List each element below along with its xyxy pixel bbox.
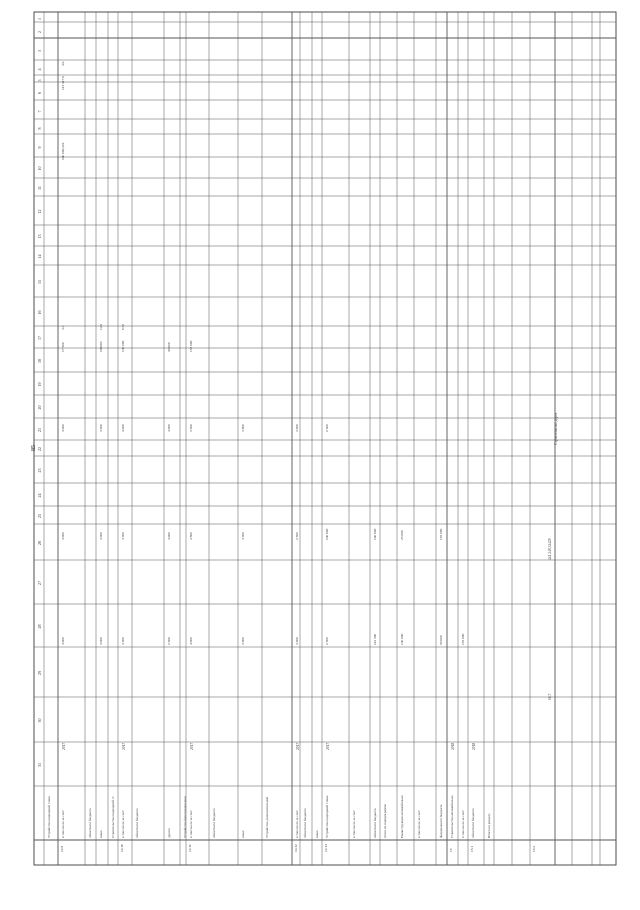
row-number: 14.13 — [324, 844, 328, 852]
header-number: 17 — [37, 336, 42, 340]
value-col-16: 30 000 — [167, 342, 171, 352]
header-number: 9 — [37, 146, 42, 149]
header-number: 25 — [37, 514, 42, 518]
header-number: 21 — [37, 428, 42, 432]
row-label: Устройство подпорной стенк — [47, 796, 51, 838]
table-border — [34, 12, 616, 865]
value-col-5: 4 000 — [189, 637, 193, 645]
row-label: в том числе за счет: — [417, 809, 421, 838]
row-number: 14.11 — [188, 844, 192, 852]
value-col-16: 130 000 — [121, 340, 125, 352]
value-col-9: 3 000 — [61, 532, 65, 540]
total-value: 16,7 — [548, 693, 552, 700]
row-label: областного бюджета — [471, 808, 475, 838]
header-number: 8 — [37, 127, 42, 130]
value-col-16: 17 500 — [61, 342, 65, 352]
header-number: 3 — [37, 50, 42, 52]
year-value: 2017 — [122, 742, 126, 750]
value-col-17: 0,55 — [121, 323, 125, 330]
value-col-5: 3 500 — [121, 637, 125, 645]
row-label: иных — [241, 830, 245, 838]
header-number: 19 — [37, 382, 42, 387]
value-col-9: 3 500 — [241, 532, 245, 540]
header-number: 30 — [37, 718, 42, 723]
row-label: в том числе за счет: — [189, 809, 193, 838]
row-number: 15.1 — [470, 845, 474, 852]
row-label: областного бюджета — [373, 808, 377, 838]
value-col-9: 4 000 — [167, 532, 171, 540]
year-value: 2018 — [472, 742, 476, 750]
header-number: 5 — [37, 79, 42, 82]
header-number: 10 — [37, 166, 42, 171]
row-label: областного бюджета — [135, 808, 139, 838]
year-value: 2017 — [190, 742, 194, 750]
row-label: федерального бюджета — [439, 804, 443, 838]
value-col-12: 3 500 — [189, 424, 193, 432]
value-col-5: 3 500 — [295, 637, 299, 645]
value-col-9: 155 000 — [439, 528, 443, 540]
value-col-9: 3 500 — [121, 532, 125, 540]
header-number: 4 — [37, 68, 42, 71]
value-col-5: 3 800 — [241, 637, 245, 645]
header-number: 7 — [37, 110, 42, 113]
header-number: 24 — [37, 493, 42, 498]
value-col-17: 3,5 — [61, 325, 65, 330]
row-label: в том числе за счет: — [295, 809, 299, 838]
header-number: 2 — [37, 31, 42, 33]
row-number: 15 — [449, 848, 453, 852]
header-number: 22 — [37, 447, 42, 451]
row-label: итого по подпрограмме — [383, 804, 387, 838]
row-label: Итого по разделу — [487, 813, 491, 838]
value-col-17: 1,05 — [99, 323, 103, 330]
value-col-12: 3 000 — [61, 424, 65, 432]
header-number: 16 — [37, 310, 42, 315]
row-number: 14.10 — [120, 844, 124, 852]
page-number: 85 — [31, 445, 37, 451]
header-number: 28 — [37, 624, 42, 629]
value-col-5: 2 500 — [167, 637, 171, 645]
row-label: в том числе за счет: — [61, 809, 65, 838]
header-number: 12 — [37, 209, 42, 214]
header-number: 29 — [37, 671, 42, 675]
header-number: 23 — [37, 468, 42, 473]
value-col-9: 140 000 — [373, 528, 377, 540]
header-number: 6 — [37, 92, 42, 94]
value-col-12: 3 500 — [99, 424, 103, 432]
row-label: Устройство дополнительной — [265, 796, 269, 838]
value-col-5: 155 000 — [461, 633, 465, 645]
row-number: 14.9 — [60, 845, 64, 852]
value-col-9: 130 000 — [325, 528, 329, 540]
row-label: Устройство подпорной стены — [325, 795, 329, 838]
value-col-25: 111 317,9 — [61, 76, 65, 90]
row-label: иных — [99, 830, 103, 838]
year-value: 2017 — [62, 742, 66, 750]
header-number: 27 — [37, 581, 42, 585]
header-number: 11 — [37, 186, 42, 190]
value-col-9: 2 500 — [295, 532, 299, 540]
value-col-9: 3 000 — [99, 532, 103, 540]
year-value: 2017 — [326, 742, 330, 750]
value-col-12: 4 000 — [167, 424, 171, 432]
header-number: 18 — [37, 359, 42, 363]
row-label: в том числе за счет: — [352, 809, 356, 838]
value-col-28: 4,6 — [61, 61, 65, 66]
header-number: 15 — [37, 280, 42, 284]
row-label: Строительство автомобильно — [450, 795, 454, 838]
value-col-5: 50 000 — [439, 635, 443, 645]
value-col-16: 100000 — [99, 341, 103, 352]
row-label: Строительство подпорной ст — [111, 796, 115, 838]
value-col-5: 112 500 — [373, 633, 377, 645]
row-label: областного бюджета — [303, 808, 307, 838]
row-label: в том числе за счет: — [121, 809, 125, 838]
header-number: 20 — [37, 405, 42, 410]
value-col-12: 3 500 — [295, 424, 299, 432]
value-col-5: 3 000 — [99, 637, 103, 645]
header-number: 13 — [37, 234, 42, 239]
value-col-16: 155 000 — [189, 340, 193, 352]
row-label: Устройство берегоукреплени — [183, 796, 187, 838]
row-number: 15.2 — [532, 845, 536, 852]
section-title: Строительство дорог — [554, 412, 558, 445]
row-label: иных — [315, 830, 319, 838]
row-label: областного бюджета — [212, 808, 216, 838]
value-col-5: 2 500 — [325, 637, 329, 645]
row-label: других — [167, 828, 171, 838]
value-col-9: 3 800 — [189, 532, 193, 540]
total-value: 441 249,32429 — [548, 538, 552, 560]
row-label: Реконструкция автомобильно — [400, 795, 404, 838]
value-col-22: 190 000,322 — [61, 142, 65, 160]
value-col-12: 4 000 — [121, 424, 125, 432]
value-col-5: 3 000 — [61, 637, 65, 645]
header-number: 31 — [37, 763, 42, 767]
row-label: областного бюджета — [88, 808, 92, 838]
row-number: 14.12 — [294, 844, 298, 852]
header-number: 26 — [37, 541, 42, 545]
header-number: 14 — [37, 254, 42, 259]
value-col-5: 130 000 — [400, 633, 404, 645]
value-col-12: 2 500 — [325, 424, 329, 432]
header-number: 1 — [37, 18, 42, 20]
value-col-9: 25 000 — [400, 530, 404, 540]
year-value: 2017 — [296, 742, 300, 750]
row-label: в том числе за счет: — [461, 809, 465, 838]
year-value: 2018 — [451, 742, 455, 750]
value-col-12: 3 800 — [241, 424, 245, 432]
